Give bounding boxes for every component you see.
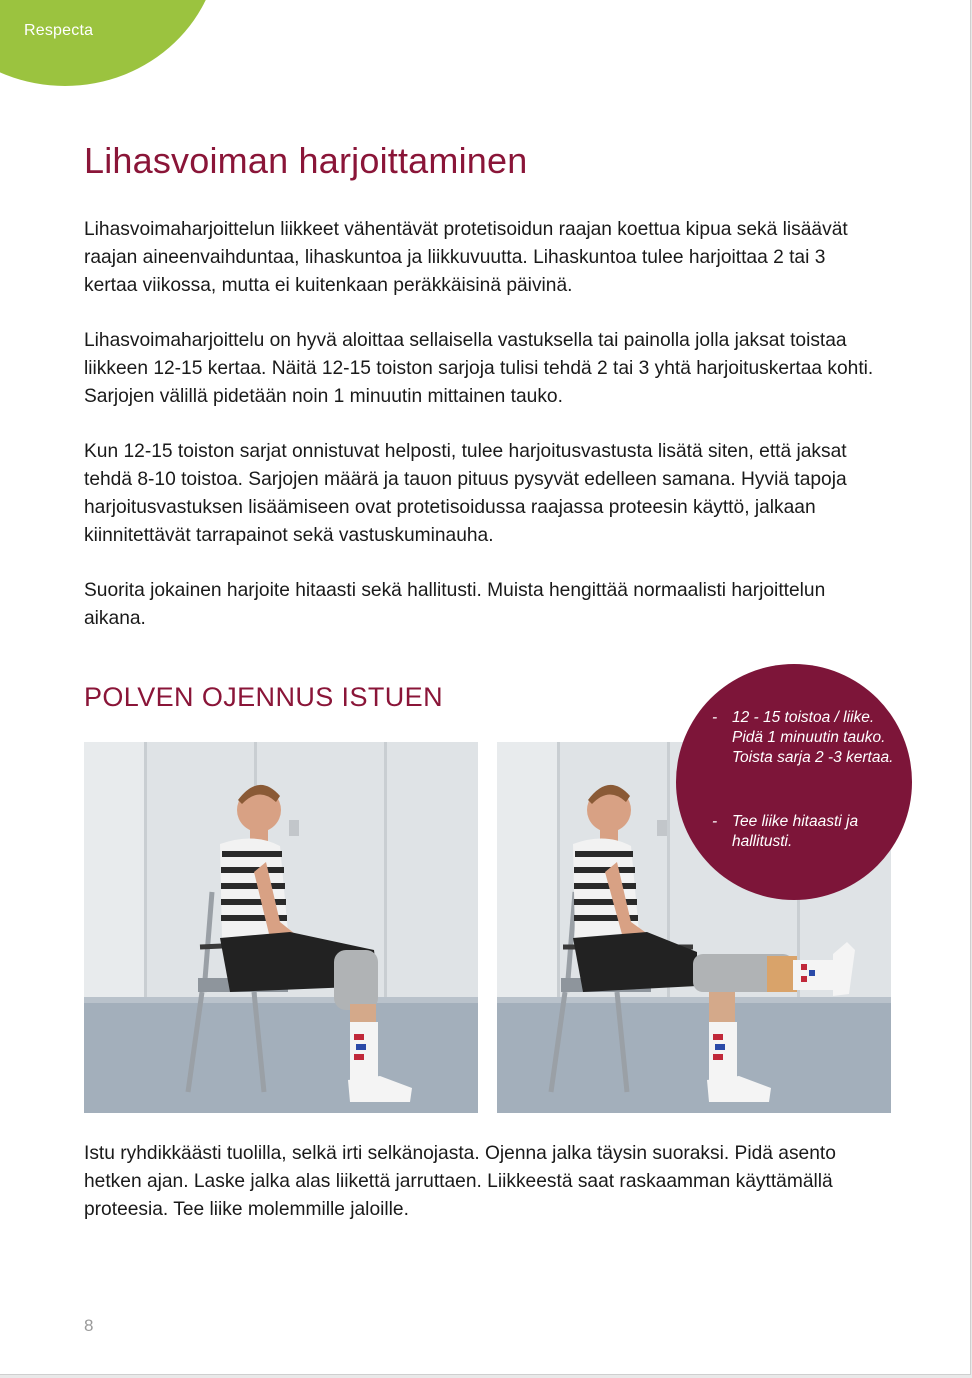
intro-paragraph-4: Suorita jokainen harjoite hitaasti sekä hallitusti. Muista hengittää normaalisti harjoittelun aikana. xyxy=(84,580,826,629)
intro-paragraph-1: Lihasvoimaharjoittelun liikkeet vähentävät protetisoidun raajan koettua kipua sekä lisäävät raajan aineenvaihduntaa, lihaskuntoa ja liikkuvuutta. Lihaskuntoa tulee harjoittaa 2 tai 3 kertaa viikossa, mutta ei kuitenkaan peräkkäisinä päivinä. xyxy=(84,219,848,296)
exercise-title: POLVEN OJENNUS ISTUEN xyxy=(84,682,443,712)
page-number: 8 xyxy=(84,1316,94,1335)
intro-paragraph-2: Lihasvoimaharjoittelu on hyvä aloittaa sellaisella vastuksella tai painolla jolla jaksat toistaa liikkeen 12-15 kertaa. Näitä 12-15 toiston sarjoja tulisi tehdä 2 tai 3 yhtä harjoituskertaa kohti. Sarjojen välillä pidetään noin 1 minuutin mittainen tauko. xyxy=(84,330,874,407)
intro-paragraph-3: Kun 12-15 toiston sarjat onnistuvat helposti, tulee harjoitusvastusta lisätä siten, että jaksat tehdä 8-10 toistoa. Sarjojen määrä ja tauon pituus pysyvät edelleen samana. Hyviä tapoja harjoitusvastuksen lisäämiseen ovat protetisoidussa raajassa proteesin käyttö, jalkaan kiinnitettävät tarrapainot sekä vastuskuminauha. xyxy=(84,441,847,546)
exercise-description: Istu ryhdikkäästi tuolilla, selkä irti selkänojasta. Ojenna jalka täysin suoraksi. Pidä asento hetken ajan. Laske jalka alas liikettä jarruttaen. Liikkeestä saat raskaamman käyttämällä proteesia. Tee liike molemmille jaloille. xyxy=(84,1143,836,1220)
exercise-tips-circle xyxy=(676,664,912,900)
page-title: Lihasvoiman harjoittaminen xyxy=(84,140,528,181)
tip-bullet: - xyxy=(712,813,718,830)
tip-item xyxy=(712,812,882,852)
tip-item xyxy=(712,708,902,768)
brand-blob xyxy=(0,0,220,86)
exercise-photo-start-position xyxy=(84,742,478,1113)
tip-bullet: - xyxy=(712,709,718,726)
tip-text: 12 - 15 toistoa / liike. Pidä 1 minuutin tauko. Toista sarja 2 -3 kertaa. xyxy=(732,709,894,766)
brand-name: Respecta xyxy=(24,22,94,39)
tip-text: Tee liike hitaasti ja hallitusti. xyxy=(732,813,859,850)
